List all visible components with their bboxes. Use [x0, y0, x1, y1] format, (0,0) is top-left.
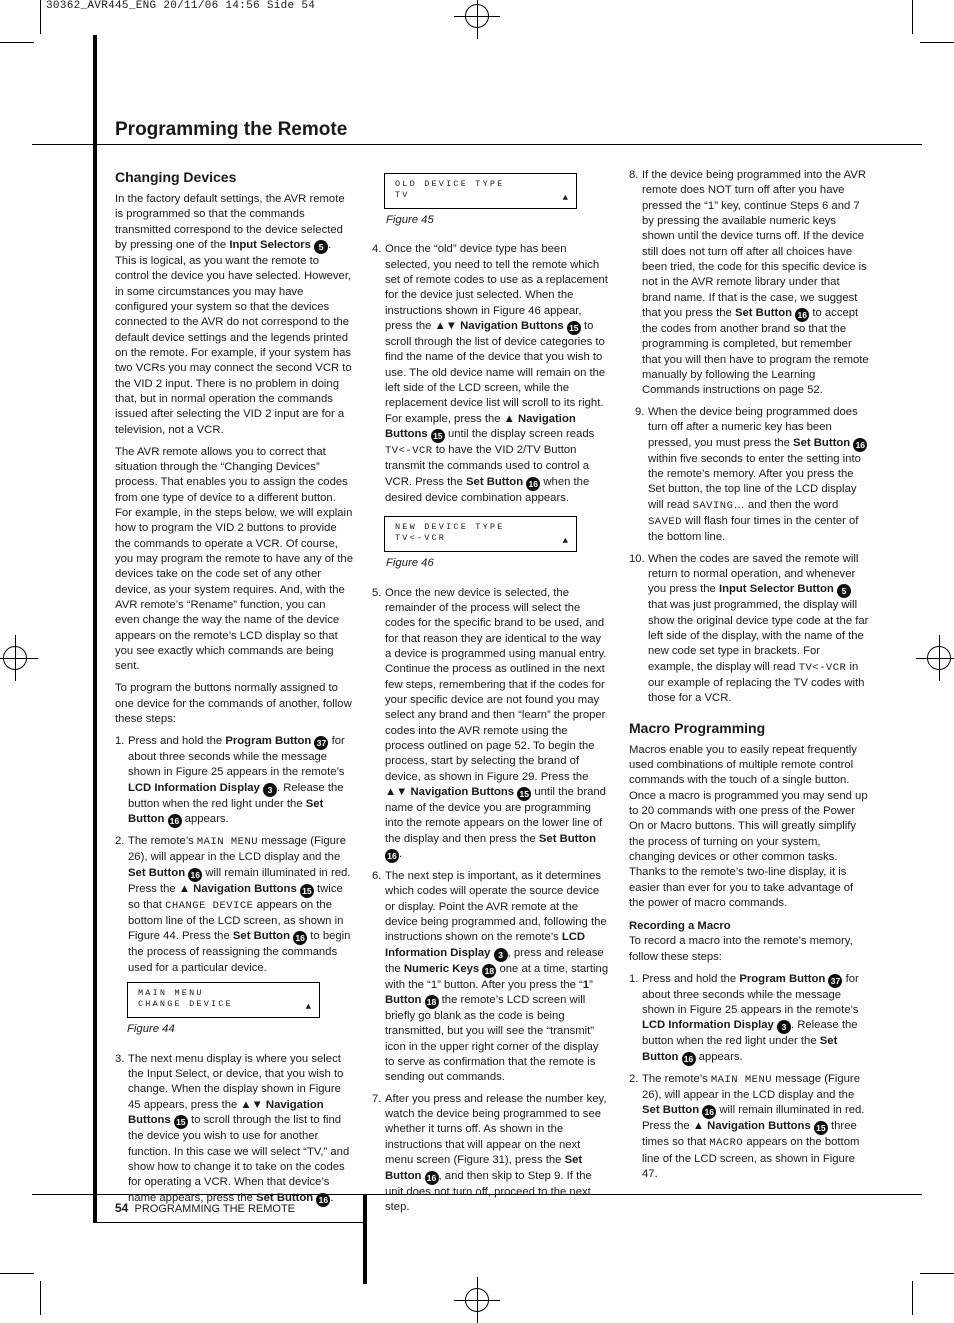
footer-divider-bar	[363, 1194, 367, 1284]
registration-mark	[927, 646, 951, 670]
paragraph: Macros enable you to easily repeat frequently used combinations of multiple remote control commands with the touch of a single button. Once a macro is programmed you may send up to 20 commands with one press of the Power On or Macro buttons. This will greatly simplify the process of turning on your system, changing devices or other common tasks. Thanks to the remote’s two-line display, it is easier than ever for you to take advantage of the power of macro commands.	[629, 743, 868, 910]
registration-mark	[465, 4, 489, 28]
crop-mark	[912, 0, 913, 34]
step-item: 8. If the device being programmed into the AVR remote does NOT turn off after you have pressed the “1” key, continue Steps 6 and 7 by pressing the available numeric keys shown until the device turns off. If the device still does not turn off after all choices have been tried, the code for this specific device is not in the AVR remote library under that brand name. If that is the case, we suggest that you press the Set Button 16 to accept the codes from another brand so that the programming is completed, but remember that you will then have to program the remote manually by following the Learning Commands instructions on page 52.	[629, 169, 869, 397]
crop-mark	[40, 1281, 41, 1315]
callout-number: 5	[314, 240, 328, 254]
figure-caption: Figure 46	[386, 557, 434, 570]
footer-section-label: PROGRAMMING THE REMOTE	[134, 1203, 296, 1215]
section-heading: Macro Programming	[629, 719, 766, 736]
paragraph: The AVR remote allows you to correct that situation through the “Changing Devices” process. That enables you to assign the codes from one type of device to a different button. For example, in the steps below, we will explain how to program the VID 2 buttons to provide the commands to operate a VCR. Of course, you may program the remote to have any of the devices take on the code set of any other device, as your system requires. And, with the AVR remote’s “Rename” function, you can even change the way the name of the device appears on the remote’s LCD display so that you see exactly which commands are being sent.	[115, 445, 353, 673]
page-title: Programming the Remote	[115, 119, 348, 140]
print-slug: 30362_AVR445_ENG 20/11/06 14:56 Side 54	[46, 0, 316, 12]
paragraph: In the factory default settings, the AVR remote is programmed so that the commands transmitted correspond to the device selected by pressing one of the Input Selectors 5 . This is logical, as you want the remote to control the device you have selected. However, in some circumstances you may have configured your system so that the devices connected to the AVR do not correspond to the default device settings and the legends printed on the remote. For example, if your system has two VCRs you may connect the second VCR to the VID 2 input. There is no problem in doing that, but in normal operation the commands issued after selecting the VID 2 input are for a television, not a VCR.	[115, 193, 352, 436]
step-item: 5. Once the new device is selected, the remainder of the process will select the codes for the specific brand to be used, and for that reason they are identical to the way a device is programmed using manual entry. Continue the process as outlined in the next few steps, remembering that if the codes for your specific device are not found you may select any brand and then “learn” the proper codes into the AVR remote using the process outlined on page 52. To begin the process, start by selecting the brand of device, as shown in Figure 29. Press the ▲▼ Navigation Buttons 15 until the brand name of the device you are programming into the remote appears on the lower line of the display and then press the Set Button 16 .	[372, 586, 607, 861]
lcd-display-figure-45: OLD DEVICE TYPE TV ▲	[384, 173, 577, 209]
step-item: 6. The next step is important, as it determines which codes will operate the source device or display. Point the AVR remote at the device being programmed and, following the instructions shown on the remote’s LCD Information Display 3 , press and release the Numeric Keys 18 one at a time, starting with the “1” button. After you press the “1” Button 18 the remote’s LCD screen will briefly go blank as the code is being transmitted, but you will see the “transmit” icon in the upper right corner of the display to serve as confirmation that the remote is sending out commands.	[372, 870, 609, 1084]
crop-mark	[912, 1281, 913, 1315]
column-3	[629, 168, 869, 1189]
page-number: 54	[115, 1201, 129, 1215]
up-arrow-icon: ▲	[305, 1002, 311, 1013]
crop-mark	[920, 1273, 954, 1274]
lcd-display-figure-46: NEW DEVICE TYPE TV<-VCR ▲	[384, 516, 577, 552]
left-margin-bar	[93, 35, 97, 1223]
crop-mark	[0, 1273, 34, 1274]
paragraph: To record a macro into the remote’s memory, follow these steps:	[629, 935, 853, 963]
step-item: 3. The next menu display is where you select the Input Select, or device, that you wish to change. When the display shown in Figure 45 appears, press the ▲▼ Navigation Buttons 15 to scroll through the list to find the device you wish to use for another function. In this case we will select “TV,” and show how to change it to take on the codes for operating a VCR. When that device’s name appears, press the Set Button 16 .	[115, 1052, 350, 1205]
lcd-display-figure-44: MAIN MENU CHANGE DEVICE ▲	[127, 982, 320, 1018]
column-1	[115, 168, 353, 1213]
footer-rule-short	[97, 1222, 363, 1223]
registration-mark	[465, 1288, 489, 1312]
step-item: 7. After you press and release the number key, watch the device being programmed to see whether it turns off. As shown in the instructions that will appear on the next menu screen (Figure 31), press the Set Button 16 , and then skip to Step 9. If the unit does not turn off, proceed to the next step.	[372, 1092, 607, 1213]
step-item: 1. Press and hold the Program Button 37 for about three seconds while the message shown in Figure 25 appears in the remote’s LCD Information Display 3 . Release the button when the red light under the Set Button 16 appears.	[115, 734, 345, 826]
step-item: 2. The remote’s MAIN MENU message (Figure 26), will appear in the LCD display and the Set Button 16 will remain illuminated in red. Press the ▲ Navigation Buttons 15 twice so that CHANGE DEVICE appears on the bottom line of the LCD screen, as shown in Figure 44. Press the Set Button 16 to begin the process of reassigning the commands used for a particular device.	[115, 834, 351, 974]
step-item: 2. The remote’s MAIN MENU message (Figure 26), will appear in the LCD display and the Set Button 16 will remain illuminated in red. Press the ▲ Navigation Buttons 15 three times so that MACRO appears on the bottom line of the LCD screen, as shown in Figure 47.	[629, 1072, 865, 1181]
figure-caption: Figure 45	[386, 214, 434, 226]
crop-mark	[0, 42, 34, 43]
step-item: 10. When the codes are saved the remote will return to normal operation, and whenever you press the Input Selector Button 5 that was just programmed, the display will show the original device type code at the far left side of the display, with the name of the new code set type in brackets. For example, the display will read TV<-VCR in our example of replacing the TV codes with those for a VCR.	[629, 552, 869, 705]
figure-caption: Figure 44	[127, 1023, 175, 1036]
crop-mark	[920, 42, 954, 43]
column-2	[372, 168, 610, 1222]
registration-mark	[3, 646, 27, 670]
up-arrow-icon: ▲	[562, 193, 568, 203]
step-item: 1. Press and hold the Program Button 37 for about three seconds while the message shown in Figure 25 appears in the remote’s LCD Information Display 3 . Release the button when the red light under the Set Button 16 appears.	[629, 972, 859, 1064]
page-footer	[115, 1201, 295, 1215]
step-item: 9. When the device being programmed does turn off after a numeric key has been pressed, you must press the Set Button 16 within five seconds to enter the setting into the remote’s memory. After you press the Set button, the top line of the LCD display will read SAVING… and then the word SAVED will flash four times in the center of the bottom line.	[629, 405, 869, 546]
crop-mark	[40, 0, 41, 34]
section-heading: Changing Devices	[115, 169, 237, 185]
header-rule	[32, 144, 922, 145]
paragraph: To program the buttons normally assigned to one device for the commands of another, follow these steps:	[115, 682, 352, 725]
step-item: 4. Once the “old” device type has been selected, you need to tell the remote which set of remote codes to use as a replacement for the device just selected. When the instructions shown in Figure 46 appear, press the ▲▼ Navigation Buttons 15 to scroll through the list of device categories to find the name of the device that you wish to use. The old device name will remain on the left side of the LCD screen, while the replacement device list will scroll to its right. For example, press the ▲ Navigation Buttons 15 until the display screen reads TV<-VCR to have the VID 2/TV Button transmit the commands used to control a VCR. Press the Set Button 16 when the desired device combination appears.	[372, 243, 608, 504]
up-arrow-icon: ▲	[562, 536, 568, 547]
subsection-heading: Recording a Macro	[629, 920, 731, 933]
